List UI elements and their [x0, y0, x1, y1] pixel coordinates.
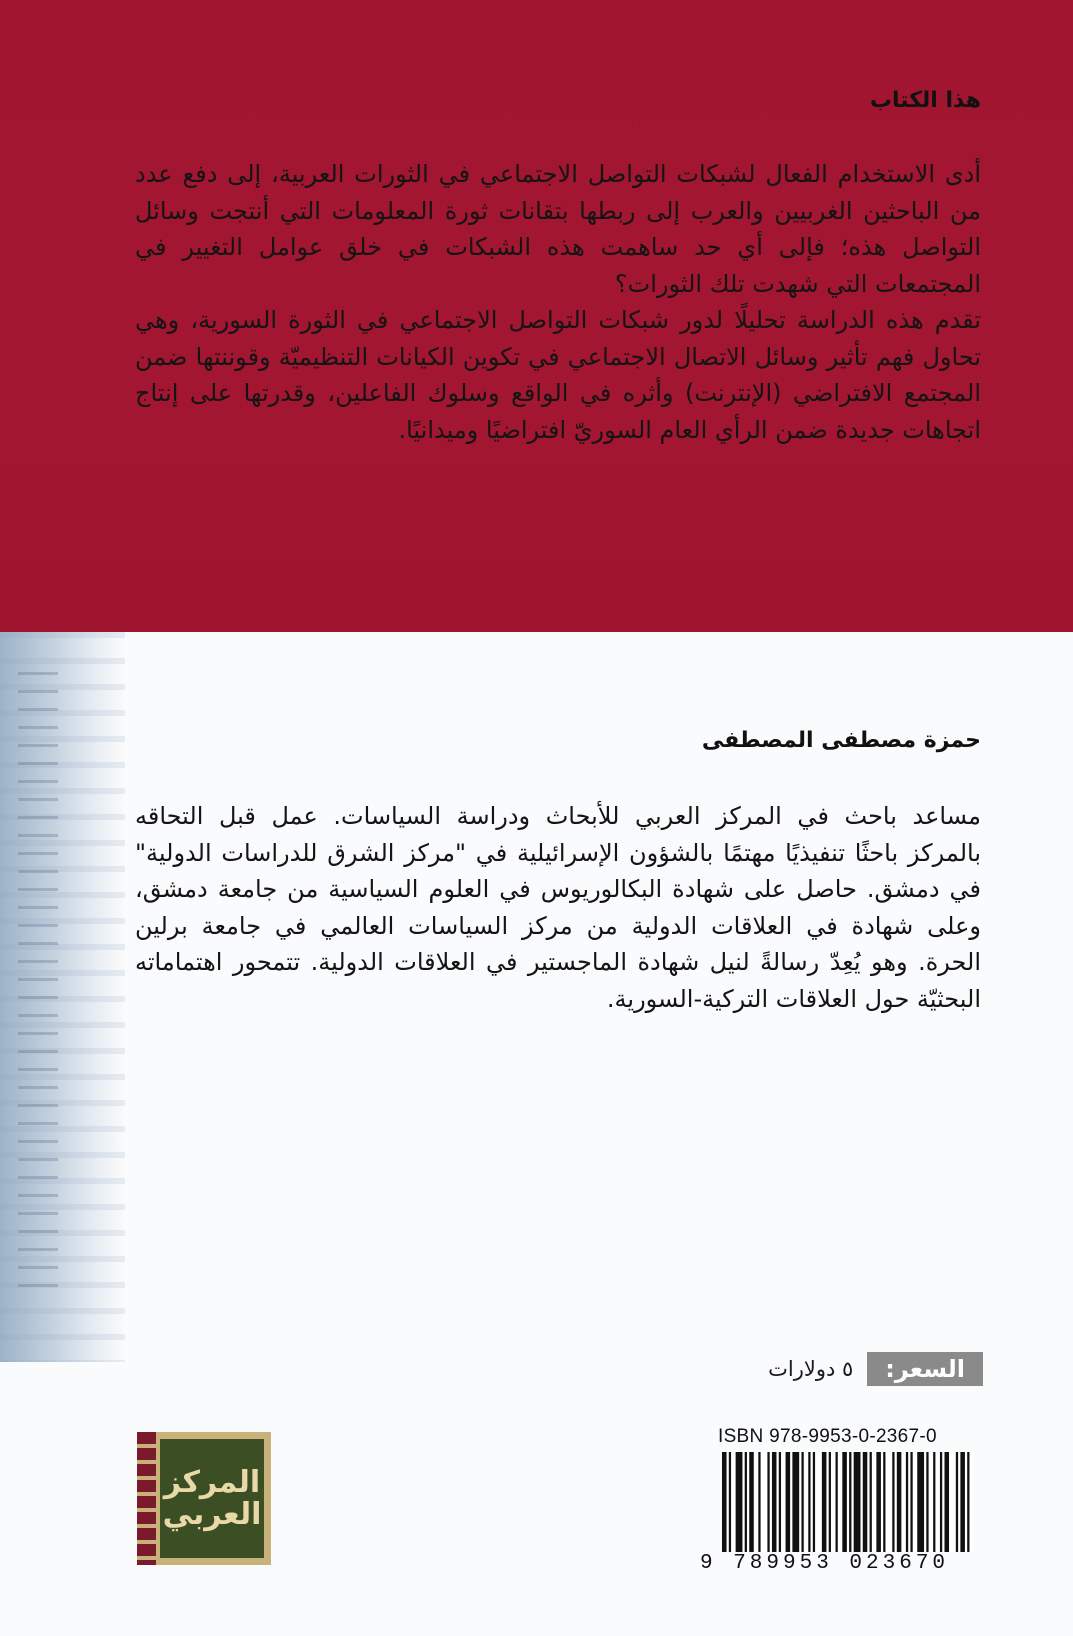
price-row — [768, 1352, 983, 1386]
price-label: السعر: — [867, 1352, 983, 1386]
author-name: حمزة مصطفى المصطفى — [701, 728, 981, 753]
logo-pattern-icon — [137, 1432, 156, 1565]
author-bio: مساعد باحث في المركز العربي للأبحاث ودراسة السياسات. عمل قبل التحاقه بالمركز باحثًا تنفيذيًا مهتمًا بالشؤون الإسرائيلية في "مركز الشرق للدراسات الدولية" في دمشق. حاصل على شهادة البكالوريوس في العلوم السياسية من جامعة دمشق، وعلى شهادة في العلاقات الدولية من مركز السياسات العالمي في جامعة برلين الحرة. وهو يُعِدّ رسالةً لنيل شهادة الماجستير في العلاقات الدولية. تتمحور اهتماماته البحثيّة حول العلاقات التركية-السورية. — [135, 802, 981, 1013]
red-top-panel — [0, 0, 1073, 632]
decorative-photo-strip — [0, 632, 125, 1362]
about-paragraph-1: أدى الاستخدام الفعال لشبكات التواصل الاجتماعي في الثورات العربية، إلى دفع عدد من الباحثين الغربيين والعرب إلى ربطها بتقانات ثورة المعلومات التي أنتجت وسائل التواصل هذه؛ فإلى أي حد ساهمت هذه الشبكات في خلق عوامل التغيير في المجتمعات التي شهدت تلك الثورات؟ — [135, 160, 981, 298]
isbn-text: ISBN 978-9953-0-2367-0 — [718, 1426, 937, 1447]
barcode-icon — [722, 1452, 974, 1552]
about-heading: هذا الكتاب — [869, 88, 981, 113]
about-paragraph-2: تقدم هذه الدراسة تحليلًا لدور شبكات التواصل الاجتماعي في الثورة السورية، وهي تحاول فهم تأثير وسائل الاتصال الاجتماعي في تكوين الكيانات التنظيميّة وقوننتها ضمن المجتمع الافتراضي (الإنترنت) وأثره في الواقع وسلوك الفاعلين، وقدرتها على إنتاج اتجاهات جديدة ضمن الرأي العام السوريّ افتراضيًا وميدانيًا. — [135, 306, 981, 444]
logo-calligraphy: المركز العربي — [160, 1439, 264, 1558]
price-value: ٥ دولارات — [768, 1357, 854, 1381]
publisher-logo — [137, 1432, 271, 1565]
barcode-digits: 9 789953 023670 — [700, 1552, 950, 1575]
